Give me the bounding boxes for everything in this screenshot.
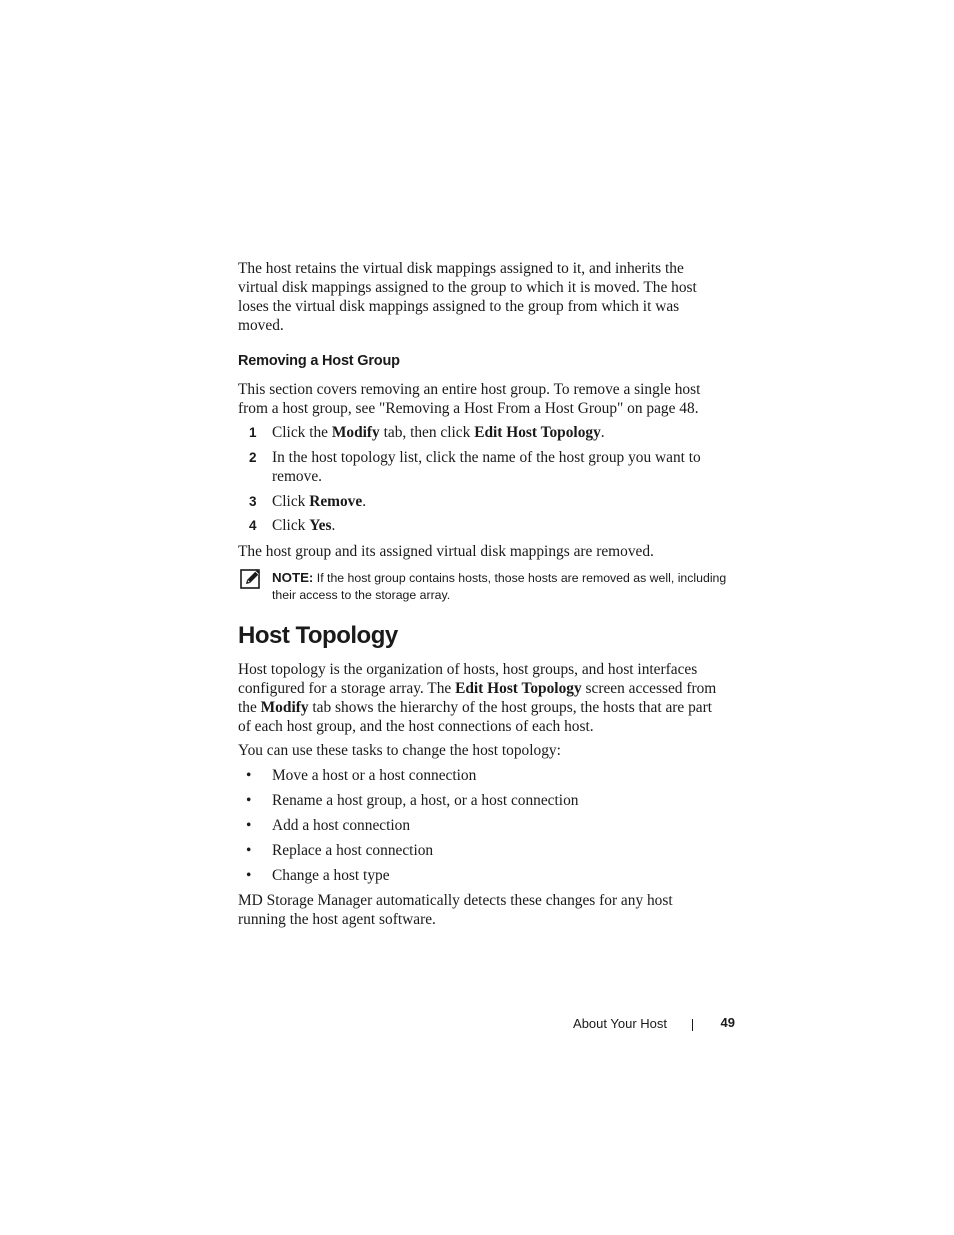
closing-line: running the host agent software. [238,911,436,928]
bullet-dot: • [246,792,252,809]
removing-intro-line: This section covers removing an entire host group. To remove a single host [238,381,701,398]
list-item-text: Move a host or a host connection [272,767,477,784]
topology-line [238,698,738,717]
step-number: 1 [249,425,257,440]
bullet-dot: • [246,867,252,884]
intro-line: moved. [238,317,284,334]
list-item-text: Change a host type [272,867,390,884]
step-number: 2 [249,450,257,465]
step-text [272,448,738,486]
topology-paragraph [238,660,738,736]
removing-intro [238,380,738,418]
topology-text-part: configured for a storage array. The [238,680,456,697]
footer-page-number: 49 [720,1015,735,1030]
note-line: their access to the storage array. [272,588,451,602]
note-line [272,569,742,587]
yes-ref: Yes [309,517,332,534]
remove-ref: Remove [309,493,363,510]
topology-line: Host topology is the organization of hosts, host groups, and host interfaces [238,661,698,678]
bullet-dot: • [246,842,252,859]
step-text-part: Click [272,517,310,534]
section-heading-removing: Removing a Host Group [238,353,400,369]
topology-text-part: screen accessed from [581,680,717,697]
topology-text-part: tab shows the hierarchy of the host groups, the hosts that are part [308,699,713,716]
removing-intro-line: from a host group, see "Removing a Host From a Host Group" on page 48. [238,400,699,417]
step-text [272,516,738,535]
footer-divider [692,1019,693,1031]
step-number: 3 [249,494,257,509]
intro-line: The host retains the virtual disk mappings assigned to it, and inherits the [238,260,684,277]
intro-line: virtual disk mappings assigned to the group to which it is moved. The host [238,279,697,296]
edit-host-topology-ref: Edit Host Topology [474,424,601,441]
step-text-part: . [362,493,367,510]
step-number: 4 [249,518,257,533]
section-heading-topology: Host Topology [238,622,398,649]
closing-line: MD Storage Manager automatically detects these changes for any host [238,892,673,909]
note-box [272,569,742,604]
topology-text-part: the [238,699,261,716]
step-text-part: Click [272,493,310,510]
step-text-line: In the host topology list, click the name of the host group you want to [272,449,701,466]
list-item-text: Add a host connection [272,817,411,834]
step-text-part: . [600,424,605,441]
note-text: If the host group contains hosts, those hosts are removed as well, including [313,571,727,585]
modify-tab-ref: Modify [331,424,380,441]
note-pencil-icon [240,568,262,590]
topology-line: of each host group, and the host connections of each host. [238,718,594,735]
bullet-dot: • [246,767,252,784]
step-text-part: tab, then click [379,424,475,441]
note-label: NOTE: [272,570,314,585]
tasks-intro: You can use these tasks to change the host topology: [238,742,561,759]
topology-line [238,679,738,698]
removing-result: The host group and its assigned virtual disk mappings are removed. [238,543,654,560]
step-text-part: . [331,517,336,534]
intro-line: loses the virtual disk mappings assigned to the group from which it was [238,298,680,315]
step-text-line: remove. [272,468,322,485]
step-text-part: Click the [272,424,332,441]
closing-paragraph [238,891,738,929]
step-text [272,492,738,511]
edit-host-topology-ref: Edit Host Topology [455,680,582,697]
bullet-dot: • [246,817,252,834]
step-text [272,423,738,442]
list-item-text: Rename a host group, a host, or a host connection [272,792,579,809]
footer-chapter-title: About Your Host [573,1016,667,1031]
list-item-text: Replace a host connection [272,842,434,859]
modify-tab-ref: Modify [260,699,309,716]
intro-paragraph [238,259,738,335]
